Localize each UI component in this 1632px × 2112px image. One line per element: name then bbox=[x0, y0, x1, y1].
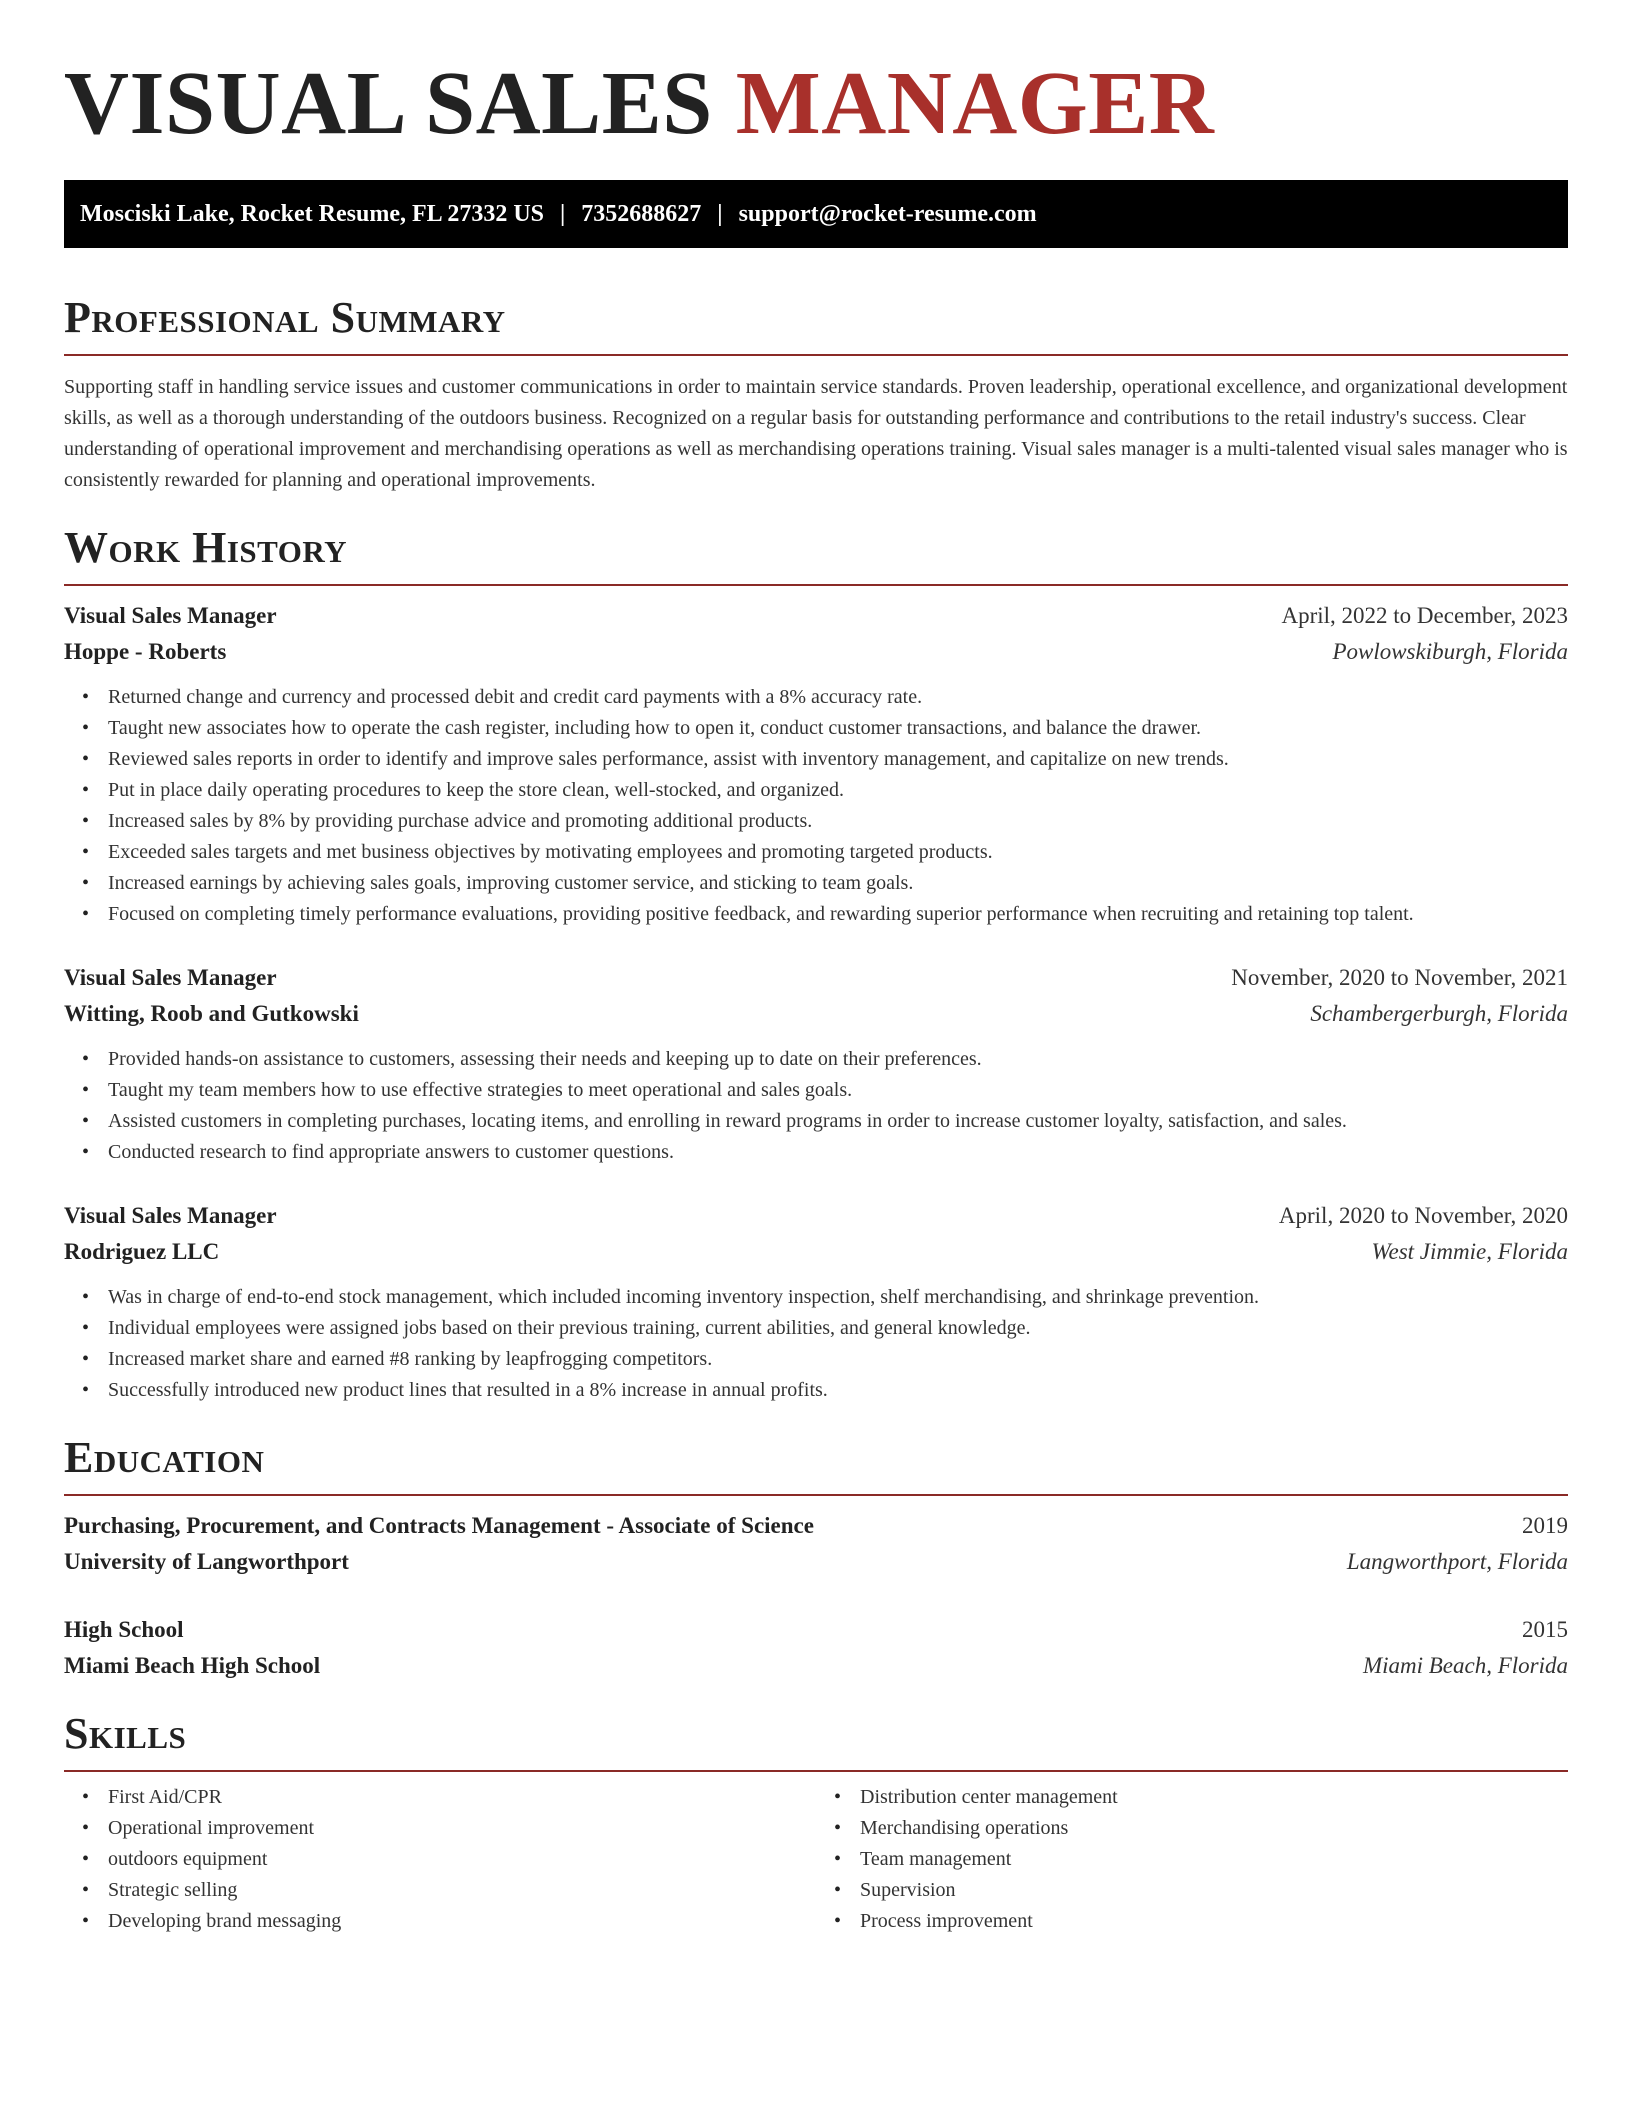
job-company: Hoppe - Roberts bbox=[64, 639, 227, 664]
job-title: Visual Sales Manager bbox=[64, 965, 277, 990]
job-dates: April, 2020 to November, 2020 bbox=[1278, 1203, 1568, 1228]
contact-separator: | bbox=[560, 200, 566, 227]
job-bullets bbox=[64, 1044, 1568, 1168]
skill-item: • First Aid/CPR bbox=[108, 1782, 816, 1813]
summary-text: Supporting staff in handling service issues and customer communications in order to maintain service standards. Proven leadership, operational excellence, and organizational development skills, as well as a thorough understanding of the outdoors business. Recognized on a regular basis for outstanding performance and contributions to the retail industry's success. Clear understanding of operational improvement and merchandising operations as well as merchandising operations training. Visual sales manager is a multi-talented visual sales manager who is consistently rewarded for planning and operational improvements. bbox=[64, 376, 1568, 491]
job-header-row bbox=[64, 960, 1568, 996]
education-entry bbox=[64, 1612, 1568, 1684]
skill-item: • Developing brand messaging bbox=[108, 1906, 816, 1937]
job-location: West Jimmie, Florida bbox=[1371, 1239, 1568, 1264]
work-history-section bbox=[64, 522, 1568, 1406]
degree-name: Purchasing, Procurement, and Contracts Management - Associate of Science bbox=[64, 1513, 814, 1538]
job-company-row bbox=[64, 634, 1568, 670]
summary-section bbox=[64, 292, 1568, 496]
contact-address: Mosciski Lake, Rocket Resume, FL 27332 US bbox=[80, 200, 544, 227]
skill-item: • Supervision bbox=[860, 1875, 1568, 1906]
list-item: • Increased sales by 8% by providing purchase advice and promoting additional products. bbox=[108, 806, 1568, 837]
job-location: Powlowskiburgh, Florida bbox=[1332, 639, 1568, 664]
job-entry bbox=[64, 960, 1568, 1168]
skill-item: • Merchandising operations bbox=[860, 1813, 1568, 1844]
resume-title bbox=[64, 0, 1568, 156]
section-heading: Professional Summary bbox=[64, 293, 506, 342]
list-item: • Reviewed sales reports in order to identify and improve sales performance, assist with inventory management, and capitalize on new trends. bbox=[108, 744, 1568, 775]
list-item: • Was in charge of end-to-end stock management, which included incoming inventory inspection, shelf merchandising, and shrinkage prevention. bbox=[108, 1282, 1568, 1313]
job-dates: November, 2020 to November, 2021 bbox=[1231, 965, 1568, 990]
list-item: • Individual employees were assigned jobs based on their previous training, current abilities, and general knowledge. bbox=[108, 1313, 1568, 1344]
school-location: Miami Beach, Florida bbox=[1362, 1653, 1568, 1678]
degree-year: 2015 bbox=[1522, 1617, 1568, 1642]
list-item: • Taught new associates how to operate the cash register, including how to open it, conduct customer transactions, and balance the drawer. bbox=[108, 713, 1568, 744]
list-item: • Conducted research to find appropriate answers to customer questions. bbox=[108, 1137, 1568, 1168]
skill-item: • Strategic selling bbox=[108, 1875, 816, 1906]
list-item: • Returned change and currency and processed debit and credit card payments with a 8% accuracy rate. bbox=[108, 682, 1568, 713]
job-company-row bbox=[64, 1234, 1568, 1270]
skills-right-list bbox=[816, 1782, 1568, 1937]
skills-section bbox=[64, 1708, 1568, 1937]
education-entry bbox=[64, 1508, 1568, 1580]
school-name: Miami Beach High School bbox=[64, 1653, 321, 1678]
job-title: Visual Sales Manager bbox=[64, 603, 277, 628]
skills-grid bbox=[64, 1782, 1568, 1937]
degree-row bbox=[64, 1612, 1568, 1648]
title-accent: MANAGER bbox=[735, 54, 1215, 153]
section-heading: Skills bbox=[64, 1709, 187, 1758]
degree-name: High School bbox=[64, 1617, 184, 1642]
education-section bbox=[64, 1432, 1568, 1684]
job-company: Witting, Roob and Gutkowski bbox=[64, 1001, 359, 1026]
job-bullets bbox=[64, 1282, 1568, 1406]
skills-left-list bbox=[64, 1782, 816, 1937]
list-item: • Provided hands-on assistance to customers, assessing their needs and keeping up to date on their preferences. bbox=[108, 1044, 1568, 1075]
list-item: • Increased earnings by achieving sales goals, improving customer service, and sticking to team goals. bbox=[108, 868, 1568, 899]
job-dates: April, 2022 to December, 2023 bbox=[1281, 603, 1568, 628]
contact-separator: | bbox=[717, 200, 723, 227]
contact-phone: 7352688627 bbox=[581, 200, 702, 227]
job-header-row bbox=[64, 1198, 1568, 1234]
job-company: Rodriguez LLC bbox=[64, 1239, 220, 1264]
school-row bbox=[64, 1544, 1568, 1580]
list-item: • Taught my team members how to use effective strategies to meet operational and sales goals. bbox=[108, 1075, 1568, 1106]
job-entry bbox=[64, 1198, 1568, 1406]
skill-item: • Team management bbox=[860, 1844, 1568, 1875]
job-bullets bbox=[64, 682, 1568, 930]
skill-item: • Operational improvement bbox=[108, 1813, 816, 1844]
job-location: Schambergerburgh, Florida bbox=[1310, 1001, 1568, 1026]
job-title: Visual Sales Manager bbox=[64, 1203, 277, 1228]
job-entry bbox=[64, 598, 1568, 930]
section-divider bbox=[64, 584, 1568, 586]
degree-row bbox=[64, 1508, 1568, 1544]
section-heading: Work History bbox=[64, 523, 348, 572]
list-item: • Put in place daily operating procedures to keep the store clean, well-stocked, and organized. bbox=[108, 775, 1568, 806]
degree-year: 2019 bbox=[1522, 1513, 1568, 1538]
title-main: VISUAL SALES bbox=[64, 54, 713, 153]
section-heading: Education bbox=[64, 1433, 265, 1482]
contact-bar bbox=[64, 180, 1568, 248]
list-item: • Successfully introduced new product lines that resulted in a 8% increase in annual profits. bbox=[108, 1375, 1568, 1406]
school-location: Langworthport, Florida bbox=[1346, 1549, 1568, 1574]
section-divider bbox=[64, 1494, 1568, 1496]
school-name: University of Langworthport bbox=[64, 1549, 349, 1574]
section-divider bbox=[64, 1770, 1568, 1772]
list-item: • Increased market share and earned #8 ranking by leapfrogging competitors. bbox=[108, 1344, 1568, 1375]
skill-item: • Process improvement bbox=[860, 1906, 1568, 1937]
list-item: • Assisted customers in completing purchases, locating items, and enrolling in reward programs in order to increase customer loyalty, satisfaction, and sales. bbox=[108, 1106, 1568, 1137]
section-divider bbox=[64, 354, 1568, 356]
job-header-row bbox=[64, 598, 1568, 634]
school-row bbox=[64, 1648, 1568, 1684]
list-item: • Exceeded sales targets and met business objectives by motivating employees and promoting targeted products. bbox=[108, 837, 1568, 868]
list-item: • Focused on completing timely performance evaluations, providing positive feedback, and rewarding superior performance when recruiting and retaining top talent. bbox=[108, 899, 1568, 930]
skill-item: • outdoors equipment bbox=[108, 1844, 816, 1875]
job-company-row bbox=[64, 996, 1568, 1032]
contact-email: support@rocket-resume.com bbox=[738, 200, 1037, 227]
skill-item: • Distribution center management bbox=[860, 1782, 1568, 1813]
